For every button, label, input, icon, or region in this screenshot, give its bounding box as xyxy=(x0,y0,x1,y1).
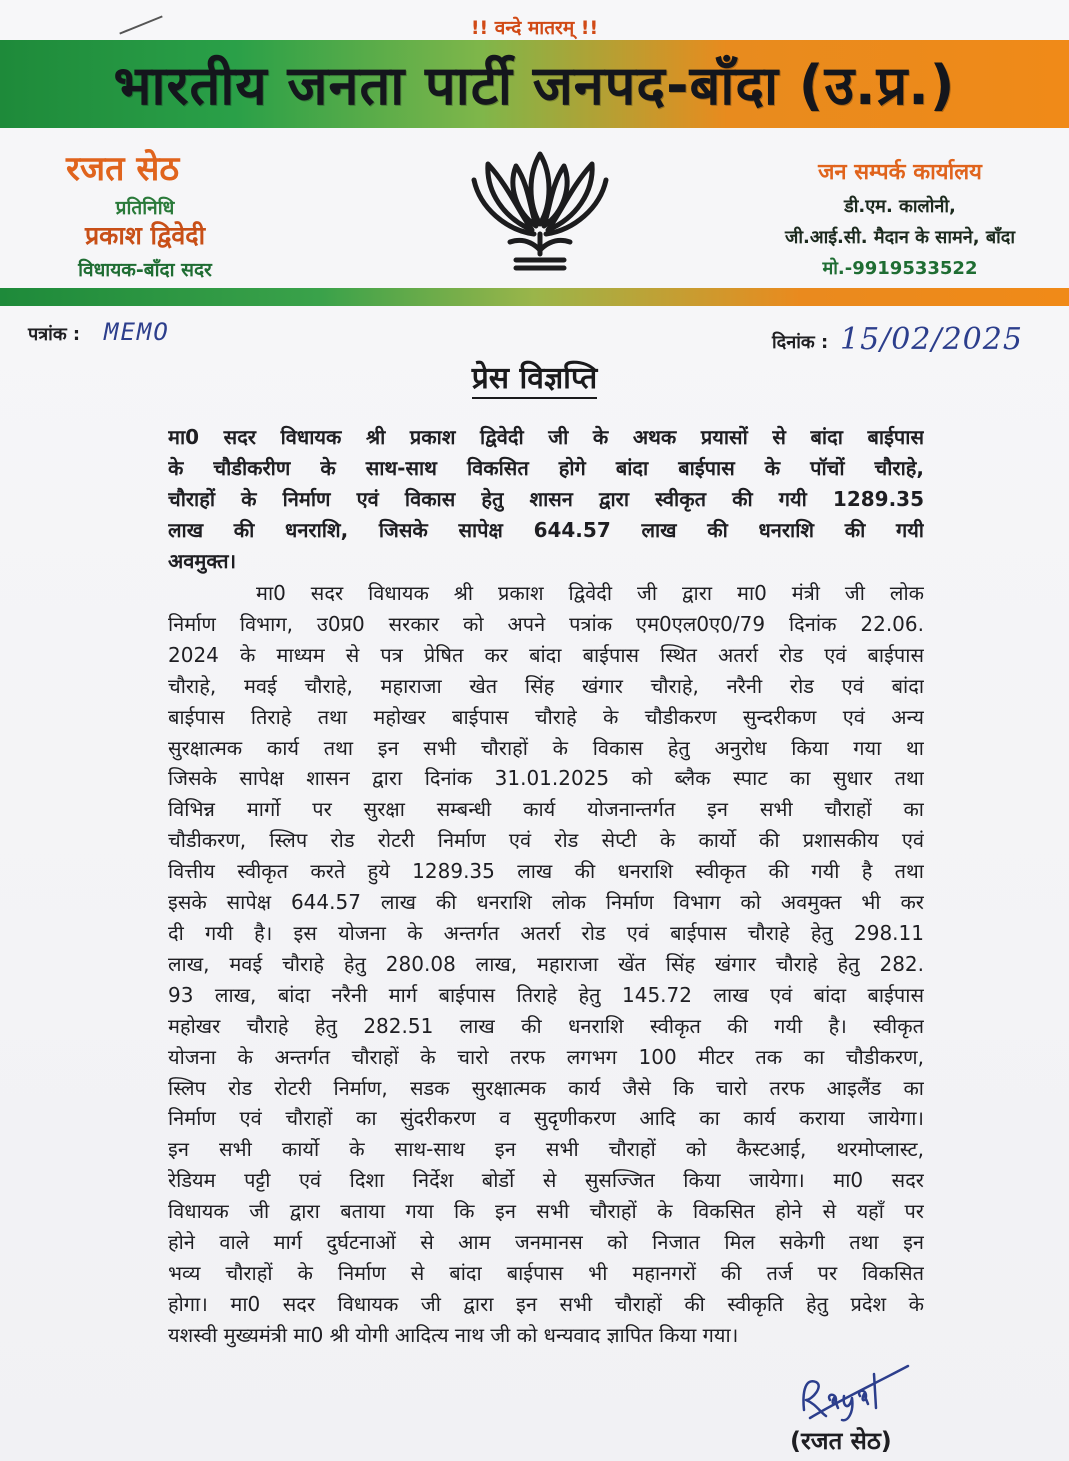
body-line: विभिन्न मार्गो पर सुरक्षा सम्बन्धी कार्य योजनान्तर्गत इन सभी चौराहों का xyxy=(168,797,924,822)
body-line: भव्य चौराहों के निर्माण से बांदा बाईपास भी महानगरों की तर्ज पर विकसित xyxy=(168,1260,924,1285)
body-paragraph xyxy=(168,578,924,1351)
heading-text: प्रेस विज्ञप्ति xyxy=(472,361,598,399)
summary-line: लाख की धनराशि, जिसके सापेक्ष 644.57 लाख की धनराशि की गयी xyxy=(168,517,924,542)
document-heading xyxy=(0,356,1069,397)
body-line: दी गयी है। इस योजना के अन्तर्गत अतर्रा रोड एवं बाईपास चौराहे हेतु 298.11 xyxy=(168,920,924,945)
header-bottom-band xyxy=(0,288,1069,306)
body-line: विधायक जी द्वारा बताया गया कि इन सभी चौराहों के विकसित होने से यहाँ पर xyxy=(168,1199,924,1224)
body-line: निर्माण विभाग, उ0प्र0 सरकार को अपने पत्रांक एम0एल0ए0/79 दिनांक 22.06. xyxy=(168,611,924,636)
summary-line: अवमुक्त। xyxy=(168,548,237,573)
body-line: योजना के अन्तर्गत चौराहों के चारो तरफ लगभग 100 मीटर तक का चौडीकरण, xyxy=(168,1044,924,1069)
signature-scribble xyxy=(790,1360,910,1424)
office-phone: मो.-9919533522 xyxy=(822,258,978,279)
body-line: मा0 सदर विधायक श्री प्रकाश द्विवेदी जी द्वारा मा0 मंत्री जी लोक xyxy=(256,581,924,605)
body-line: जिसके सापेक्ष शासन द्वारा दिनांक 31.01.2025 को ब्लैक स्पाट का सुधार तथा xyxy=(168,766,924,791)
body-line: यशस्वी मुख्यमंत्री मा0 श्री योगी आदित्य नाथ जी को धन्यवाद ज्ञापित किया गया। xyxy=(168,1322,739,1347)
summary-paragraph xyxy=(168,422,924,577)
body-line: स्लिप रोड रोटरी निर्माण, सडक सुरक्षात्मक कार्य जैसे कि चारो तरफ आइलैंड का xyxy=(168,1075,924,1100)
body-line: रेडियम पट्टी एवं दिशा निर्देश बोर्डो से सुसज्जित किया जायेगा। मा0 सदर xyxy=(168,1168,924,1193)
summary-line: के चौडीकरीण के साथ-साथ विकसित होगे बांदा बाईपास के पॉचों चौराहे, xyxy=(168,455,924,480)
body-line: चौडीकरण, स्लिप रोड रोटरी निर्माण एवं रोड सेप्टी के कार्यो की प्रशासकीय एवं xyxy=(168,828,924,853)
body-line: लाख, मवई चौराहे हेतु 280.08 लाख, महाराजा खेंत सिंह खंगार चौराहे हेतु 282. xyxy=(168,951,924,976)
ref-label: पत्रांक : xyxy=(28,324,81,345)
lotus-icon xyxy=(470,142,610,277)
body-line: चौराहे, मवई चौराहे, महाराजा खेत सिंह खंगार चौराहे, नरैनी रोड एवं बांदा xyxy=(168,673,924,698)
party-title: भारतीय जनता पार्टी जनपद-बाँदा (उ.प्र.) xyxy=(113,54,956,117)
body-line: होने वाले मार्ग दुर्घटनाओं से आम जनमानस को निजात मिल सकेगी तथा इन xyxy=(168,1230,924,1255)
body-line: वित्तीय स्वीकृत करते हुये 1289.35 लाख की धनराशि स्वीकृत की गयी है तथा xyxy=(168,859,924,884)
body-line: बाईपास तिराहे तथा महोखर बाईपास चौराहे के चौडीकरण सुन्दरीकण एवं अन्य xyxy=(168,704,924,729)
mla-name: प्रकाश द्विवेदी xyxy=(84,221,206,250)
summary-line: मा0 सदर विधायक श्री प्रकाश द्विवेदी जी के अथक प्रयासों से बांदा बाईपास xyxy=(168,425,924,449)
body-line: इसके सापेक्ष 644.57 लाख की धनराशि लोक निर्माण विभाग को अवमुक्त भी कर xyxy=(168,890,924,915)
body-line: महोखर चौराहे हेतु 282.51 लाख की धनराशि स्वीकृत की गयी है। स्वीकृत xyxy=(168,1013,924,1038)
representative-role: प्रतिनिधि xyxy=(115,197,175,219)
office-title: जन सम्पर्क कार्यालय xyxy=(818,160,982,185)
representative-name: रजत सेठ xyxy=(66,149,180,189)
slogan: !! वन्दे मातरम् !! xyxy=(470,17,599,39)
body-line: 2024 के माध्यम से पत्र प्रेषित कर बांदा बाईपास स्थित अतर्रा रोड एवं बाईपास xyxy=(168,642,924,667)
summary-line: चौराहों के निर्माण एवं विकास हेतु शासन द्वारा स्वीकृत की गयी 1289.35 xyxy=(168,486,924,511)
body-line: इन सभी कार्यो के साथ-साथ इन सभी चौराहों को कैस्टआई, थरमोप्लास्ट, xyxy=(168,1137,924,1162)
office-address-line1: डी.एम. कालोनी, xyxy=(844,196,956,217)
ref-value: MEMO xyxy=(104,318,170,346)
body-line: निर्माण एवं चौराहों का सुंदरीकरण व सुदृणीकरण आदि का कार्य कराया जायेगा। xyxy=(168,1106,924,1131)
body-line: सुरक्षात्मक कार्य तथा इन सभी चौराहों के विकास हेतु अनुरोध किया गया था xyxy=(168,735,924,760)
body-line: 93 लाख, बांदा नरैनी मार्ग बाईपास तिराहे हेतु 145.72 लाख एवं बांदा बाईपास xyxy=(168,982,924,1007)
body-line: होगा। मा0 सदर विधायक जी द्वारा इन सभी चौराहों की स्वीकृति हेतु प्रदेश के xyxy=(168,1291,924,1316)
mla-seat: विधायक-बाँदा सदर xyxy=(78,259,212,281)
date-label: दिनांक : xyxy=(772,332,829,353)
signature-name: (रजत सेठ) xyxy=(790,1427,892,1455)
date-value: 15/02/2025 xyxy=(840,322,1023,357)
office-address-line2: जी.आई.सी. मैदान के सामने, बाँदा xyxy=(784,227,1016,248)
